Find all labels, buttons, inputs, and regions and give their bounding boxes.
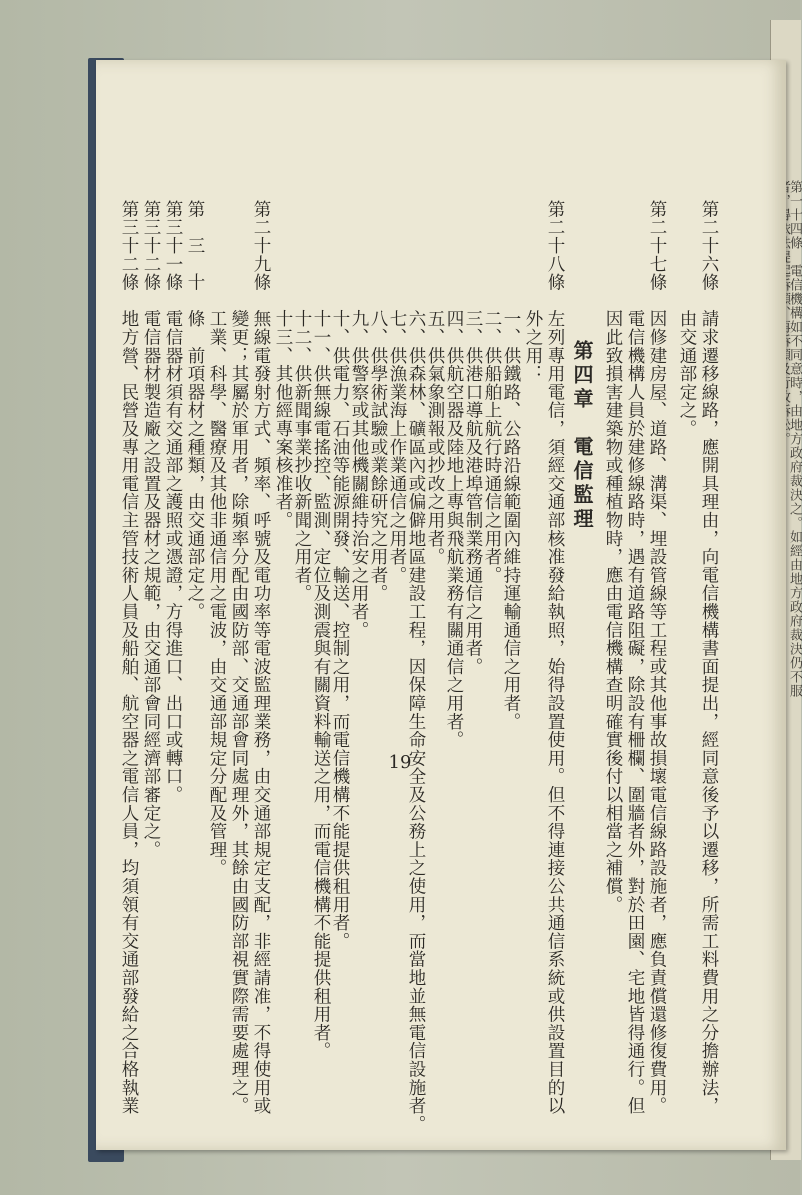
text-line: 九、供警察或其他機關維持治安之用者。 — [349, 200, 369, 640]
text-line: 第二十八條 左列專用電信，須經交通部核准發給執照，始得設置使用。但不得連接公共通信系統或供設置目的以 — [545, 200, 565, 1115]
text-line: 因此致損害建築物或種植物時，應由電信機構查明確實後付以相當之補償。 — [603, 200, 623, 914]
text-line: 十三、其他經專案核准者。 — [273, 200, 293, 530]
adjacent-page-text: 第一十四條 電信機構如不同意時，由地方政府裁決之。如經由地方政府裁決仍不服 — [787, 180, 802, 698]
text-line: 二、供船舶上航行時通信之用者。 — [482, 200, 502, 585]
text-line: 十、供電力、石油等能源開發、輸送、控制之用，而電信機構不能提供租用者。 — [330, 200, 350, 951]
page-number: 19 — [388, 752, 412, 773]
text-line: 六、供森林、礦區內或偏僻地區建設工程，因保障生命安全及公務上之使用，而當地並無電信設施者。 — [406, 200, 426, 1134]
text-line: 五、供氣象測報或抄改之用者。 — [425, 200, 445, 566]
text-line: 第三十一條 電信器材須有交通部之護照或憑證，方得進口、出口或轉口。 — [163, 200, 183, 804]
text-line: 第 三 十 條 前項器材之種類，由交通部定之。 — [185, 200, 205, 621]
text-line: 變更；其屬於軍用者，除頻率分配由國防部、交通部會同處理外，其餘由國防部視實際需要處理之。 — [229, 200, 249, 1115]
text-line: 電信機構人員於建修線路時，遇有道路阻礙，除設有柵欄、圍牆者外，對於田園、宅地皆得通行。但 — [625, 200, 645, 1115]
text-line: 第三十二條 電信器材製造廠之設置及器材之規範，由交通部會同經濟部審定之。 — [141, 200, 161, 859]
chapter-heading: 第四章 電信監理 — [570, 340, 594, 532]
text-line: 第二十六條 請求遷移線路，應開具理由，向電信機構書面提出，經同意後予以遷移，所需工料費用之分擔辦法， — [699, 200, 719, 1115]
text-line: 四、供航空器及陸地上專與飛航業務有關通信之用者。 — [444, 200, 464, 749]
text-line: 十二、供新聞事業抄收新聞之用者。 — [292, 200, 312, 603]
text-line: 由交通部定之。 — [677, 200, 697, 438]
text-line: 七、供漁業海上作業通信之用者。 — [387, 200, 407, 585]
text-line: 工業、科學、醫療及其他非通信用之電波，由交通部規定分配及管理。 — [207, 200, 227, 878]
text-line: 八、供學術試驗或業餘研究之用者。 — [368, 200, 388, 603]
text-line: 第二十九條 無線電發射方式、頻率、呼號及電功率等電波監理業務，由交通部規定支配，非經請准，不得使用或 — [251, 200, 271, 1115]
text-line: 十一、供無線電搖控、監測、定位及測震與有關資料輸送之用，而電信機構不能提供租用者。 — [311, 200, 331, 1061]
text-line: 三、供港口導航及港埠管制業務通信之用者。 — [463, 200, 483, 676]
text-line: 外之用： — [523, 200, 543, 383]
text-line: 第三十二條 地方營、民營及專用電信主管技術人員及船舶、航空器之電信人員，均須領有交通部發給之合格執業 — [119, 200, 139, 1115]
text-line: 一、供鐵路、公路沿線範圍內維持運輸通信之用者。 — [501, 200, 521, 731]
text-line: 第二十七條 因修建房屋、道路、溝渠、埋設管線等工程或其他事故損壞電信線路設施者，應負責償還修復費用。 — [647, 200, 667, 1115]
